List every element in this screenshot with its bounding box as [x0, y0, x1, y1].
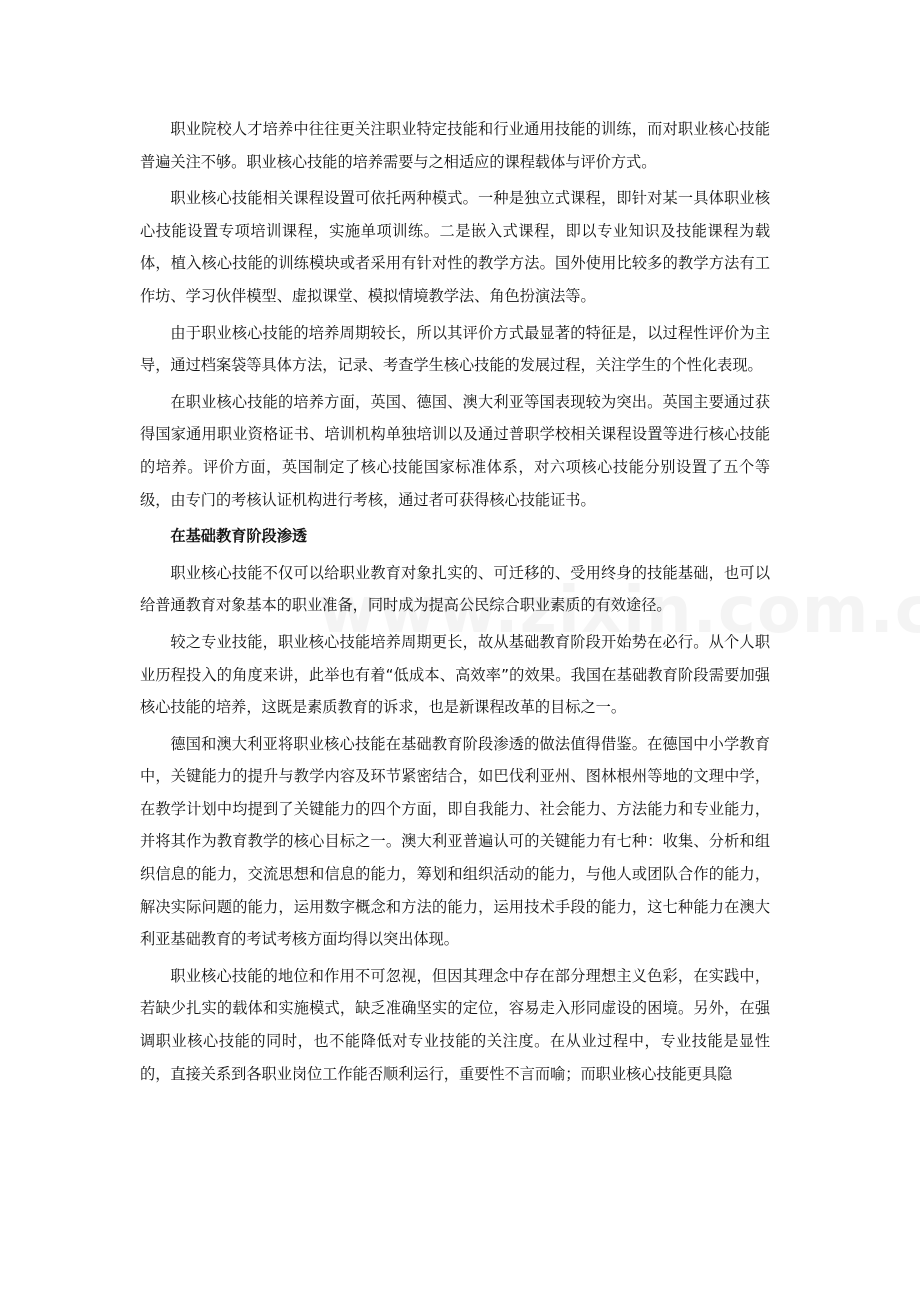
paragraph: 德国和澳大利亚将职业核心技能在基础教育阶段渗透的做法值得借鉴。在德国中小学教育中，关键能力的提升与教学内容及环节紧密结合，如巴伐利亚州、图林根州等地的文理中学，在教学计划中均提到了关键能力的四个方面，即自我能力、社会能力、方法能力和专业能力，并将其作为教育教学的核心目标之一。澳大利亚普遍认可的关键能力有七种：收集、分析和组织信息的能力，交流思想和信息的能力，筹划和组织活动的能力，与他人或团队合作的能力，解决实际问题的能力，运用数字概念和方法的能力，运用技术手段的能力，这七种能力在澳大利亚基础教育的考试考核方面均得以突出体现。 [140, 734, 770, 949]
paragraph: 在职业核心技能的培养方面，英国、德国、澳大利亚等国表现较为突出。英国主要通过获得国家通用职业资格证书、培训机构单独培训以及通过普职学校相关课程设置等进行核心技能的培养。评价方面，英国制定了核心技能国家标准体系，对六项核心技能分别设置了五个等级，由专门的考核认证机构进行考核，通过者可获得核心技能证书。 [140, 392, 770, 509]
paragraph: 职业核心技能不仅可以给职业教育对象扎实的、可迁移的、受用终身的技能基础，也可以给普通教育对象基本的职业准备，同时成为提高公民综合职业素质的有效途径。 [140, 563, 770, 615]
paragraph: 职业核心技能相关课程设置可依托两种模式。一种是独立式课程，即针对某一具体职业核心技能设置专项培训课程，实施单项训练。二是嵌入式课程，即以专业知识及技能课程为载体，植入核心技能的训练模块或者采用有针对性的教学方法。国外使用比较多的教学方法有工作坊、学习伙伴模型、虚拟课堂、模拟情境教学法、角色扮演法等。 [140, 189, 770, 305]
section-heading: 在基础教育阶段渗透 [170, 527, 308, 546]
paragraph: 较之专业技能，职业核心技能培养周期更长，故从基础教育阶段开始势在必行。从个人职业历程投入的角度来讲，此举也有着“低成本、高效率”的效果。我国在基础教育阶段需要加强核心技能的培养，这既是素质教育的诉求，也是新课程改革的目标之一。 [140, 632, 770, 717]
paragraph: 由于职业核心技能的培养周期较长，所以其评价方式最显著的特征是，以过程性评价为主导，通过档案袋等具体方法，记录、考查学生核心技能的发展过程，关注学生的个性化表现。 [140, 323, 770, 375]
paragraph: 职业核心技能的地位和作用不可忽视，但因其理念中存在部分理想主义色彩，在实践中，若缺少扎实的载体和实施模式，缺乏准确坚实的定位，容易走入形同虚设的困境。另外，在强调职业核心技能的同时，也不能降低对专业技能的关注度。在从业过程中，专业技能是显性的，直接关系到各职业岗位工作能否顺利运行，重要性不言而喻；而职业核心技能更具隐 [140, 966, 770, 1083]
document-body [140, 113, 770, 1094]
paragraph: 职业院校人才培养中往往更关注职业特定技能和行业通用技能的训练，而对职业核心技能普遍关注不够。职业核心技能的培养需要与之相适应的课程载体与评价方式。 [140, 120, 770, 171]
